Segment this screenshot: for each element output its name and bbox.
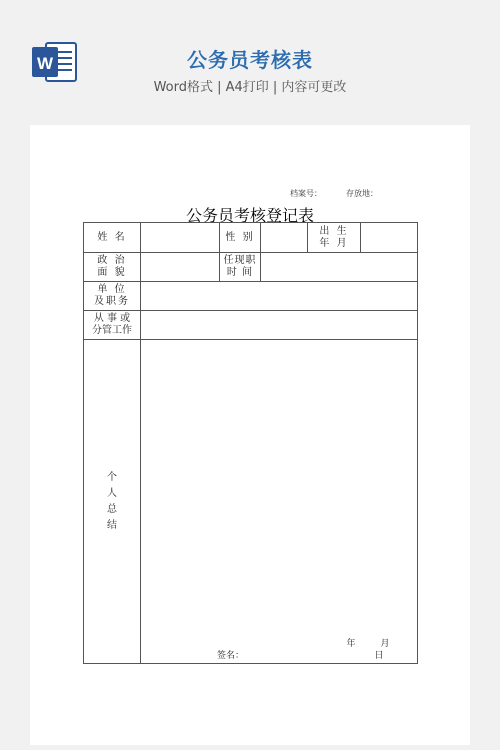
signature-label: 签名： bbox=[217, 651, 245, 661]
summary-label-text bbox=[106, 470, 118, 534]
form-title: 公务员考核登记表 bbox=[185, 206, 314, 225]
archive-number-label: 档案号： bbox=[290, 189, 322, 198]
work-label-line1: 从 事 或 bbox=[93, 313, 131, 324]
work-label-line2: 分管工作 bbox=[92, 325, 132, 336]
unit-label bbox=[84, 282, 141, 311]
page-subtitle: Word格式 | A4打印 | 内容可更改 bbox=[153, 80, 347, 95]
tenure-field[interactable] bbox=[261, 253, 418, 282]
politics-field[interactable] bbox=[141, 253, 220, 282]
gender-label: 性 别 bbox=[220, 223, 261, 253]
date-labels bbox=[341, 638, 417, 662]
birth-label-line1: 出 生 bbox=[319, 225, 349, 237]
assessment-form bbox=[83, 222, 418, 664]
storage-location-label: 存放地： bbox=[346, 189, 378, 198]
month-label: 月 bbox=[380, 639, 390, 649]
birth-label bbox=[308, 223, 361, 253]
work-label bbox=[84, 311, 141, 340]
politics-label bbox=[84, 253, 141, 282]
tenure-label-line2: 时 间 bbox=[226, 267, 254, 278]
work-field[interactable] bbox=[141, 311, 418, 340]
politics-label-line1: 政 治 bbox=[97, 255, 127, 266]
summary-label bbox=[84, 340, 141, 664]
year-label: 年 bbox=[346, 639, 356, 649]
tenure-label bbox=[220, 253, 261, 282]
unit-field[interactable] bbox=[141, 282, 418, 311]
header bbox=[0, 0, 500, 120]
page-title: 公务员考核表 bbox=[187, 48, 313, 72]
summary-field[interactable] bbox=[141, 340, 418, 664]
name-field[interactable] bbox=[141, 223, 220, 253]
politics-label-line2: 面 貌 bbox=[97, 267, 127, 278]
unit-label-line1: 单 位 bbox=[97, 284, 127, 295]
name-label: 姓 名 bbox=[84, 223, 141, 253]
unit-label-line2: 及职务 bbox=[94, 296, 130, 307]
tenure-label-line1: 任现职 bbox=[223, 255, 257, 266]
summary-char: 个 bbox=[107, 471, 117, 483]
day-label: 日 bbox=[374, 651, 384, 661]
summary-char: 总 bbox=[107, 503, 117, 515]
summary-char: 人 bbox=[107, 487, 117, 499]
summary-char: 结 bbox=[107, 519, 117, 531]
birth-label-line2: 年 月 bbox=[319, 237, 349, 249]
gender-field[interactable] bbox=[261, 223, 308, 253]
svg-text:W: W bbox=[36, 54, 54, 73]
birth-field[interactable] bbox=[361, 223, 418, 253]
